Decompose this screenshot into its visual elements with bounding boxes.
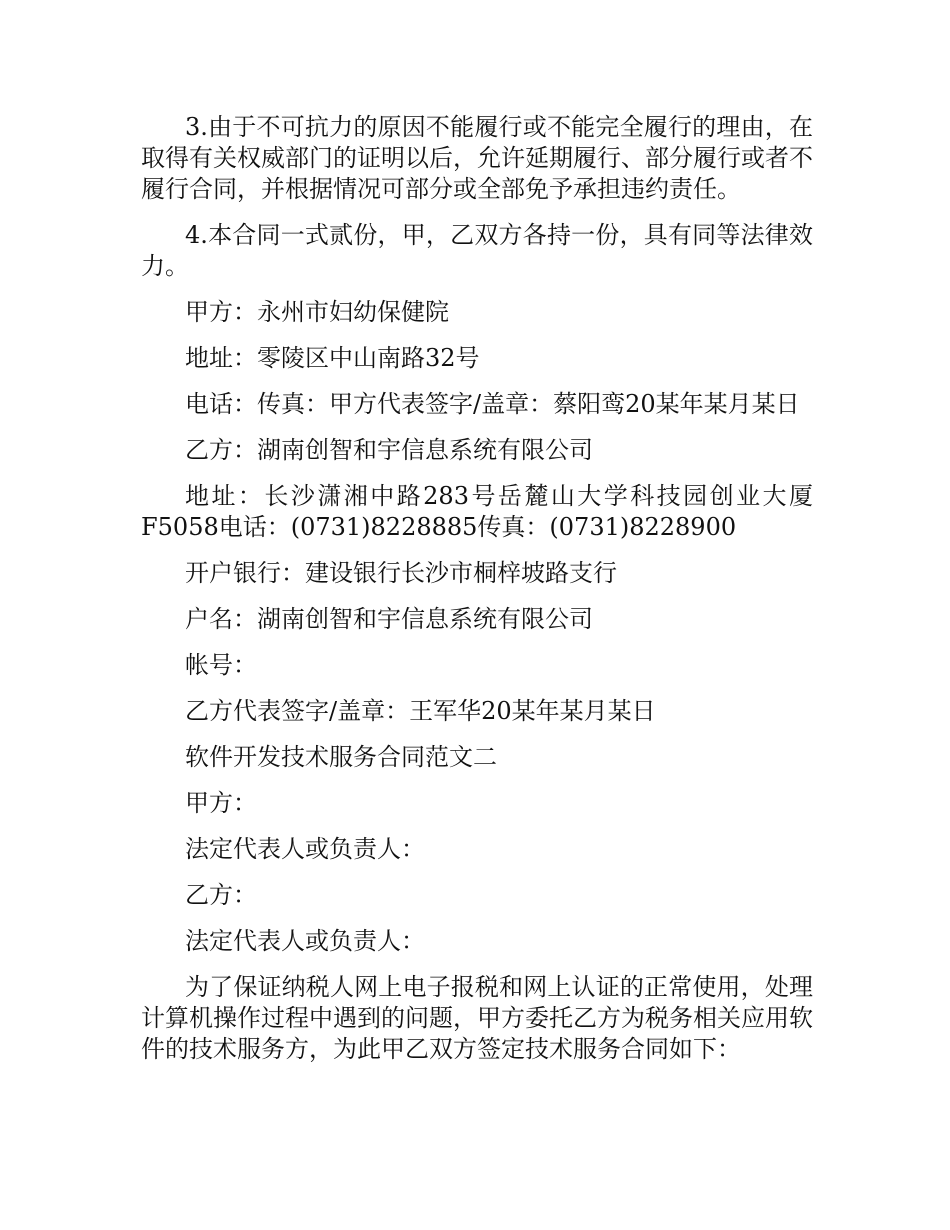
party-b-bank: 开户银行：建设银行长沙市桐梓坡路支行 xyxy=(185,559,617,587)
party-b-signature: 乙方代表签字/盖章：王军华20某年某月某日 xyxy=(185,697,656,725)
document-body xyxy=(141,112,813,1080)
party-a-address: 地址：零陵区中山南路32号 xyxy=(185,344,480,372)
party-b-address-contact: 地址：长沙潇湘中路283号岳麓山大学科技园创业大厦F5058电话：(0731)8228885传真：(0731)8228900 xyxy=(141,482,813,541)
paragraph-force-majeure: 3.由于不可抗力的原因不能履行或不能完全履行的理由，在取得有关权威部门的证明以后，允许延期履行、部分履行或者不履行合同，并根据情况可部分或全部免予承担违约责任。 xyxy=(141,113,813,203)
paragraph-copies: 4.本合同一式贰份，甲，乙双方各持一份，具有同等法律效力。 xyxy=(141,221,813,280)
party-b-name: 乙方：湖南创智和宇信息系统有限公司 xyxy=(185,436,593,464)
party-b-representative-label: 法定代表人或负责人： xyxy=(185,927,425,955)
party-b-label: 乙方： xyxy=(185,881,257,909)
party-a-contact-signature: 电话：传真：甲方代表签字/盖章：蔡阳鸾20某年某月某日 xyxy=(185,390,800,418)
paragraph-purpose: 为了保证纳税人网上电子报税和网上认证的正常使用，处理计算机操作过程中遇到的问题，甲方委托乙方为税务相关应用软件的技术服务方，为此甲乙双方签定技术服务合同如下： xyxy=(141,973,813,1063)
party-b-account-number: 帐号： xyxy=(185,651,257,679)
party-a-name: 甲方：永州市妇幼保健院 xyxy=(185,298,449,326)
party-b-account-name: 户名：湖南创智和宇信息系统有限公司 xyxy=(185,605,593,633)
party-a-label: 甲方： xyxy=(185,789,257,817)
party-a-representative-label: 法定代表人或负责人： xyxy=(185,835,425,863)
section-title-sample-two: 软件开发技术服务合同范文二 xyxy=(185,743,497,771)
